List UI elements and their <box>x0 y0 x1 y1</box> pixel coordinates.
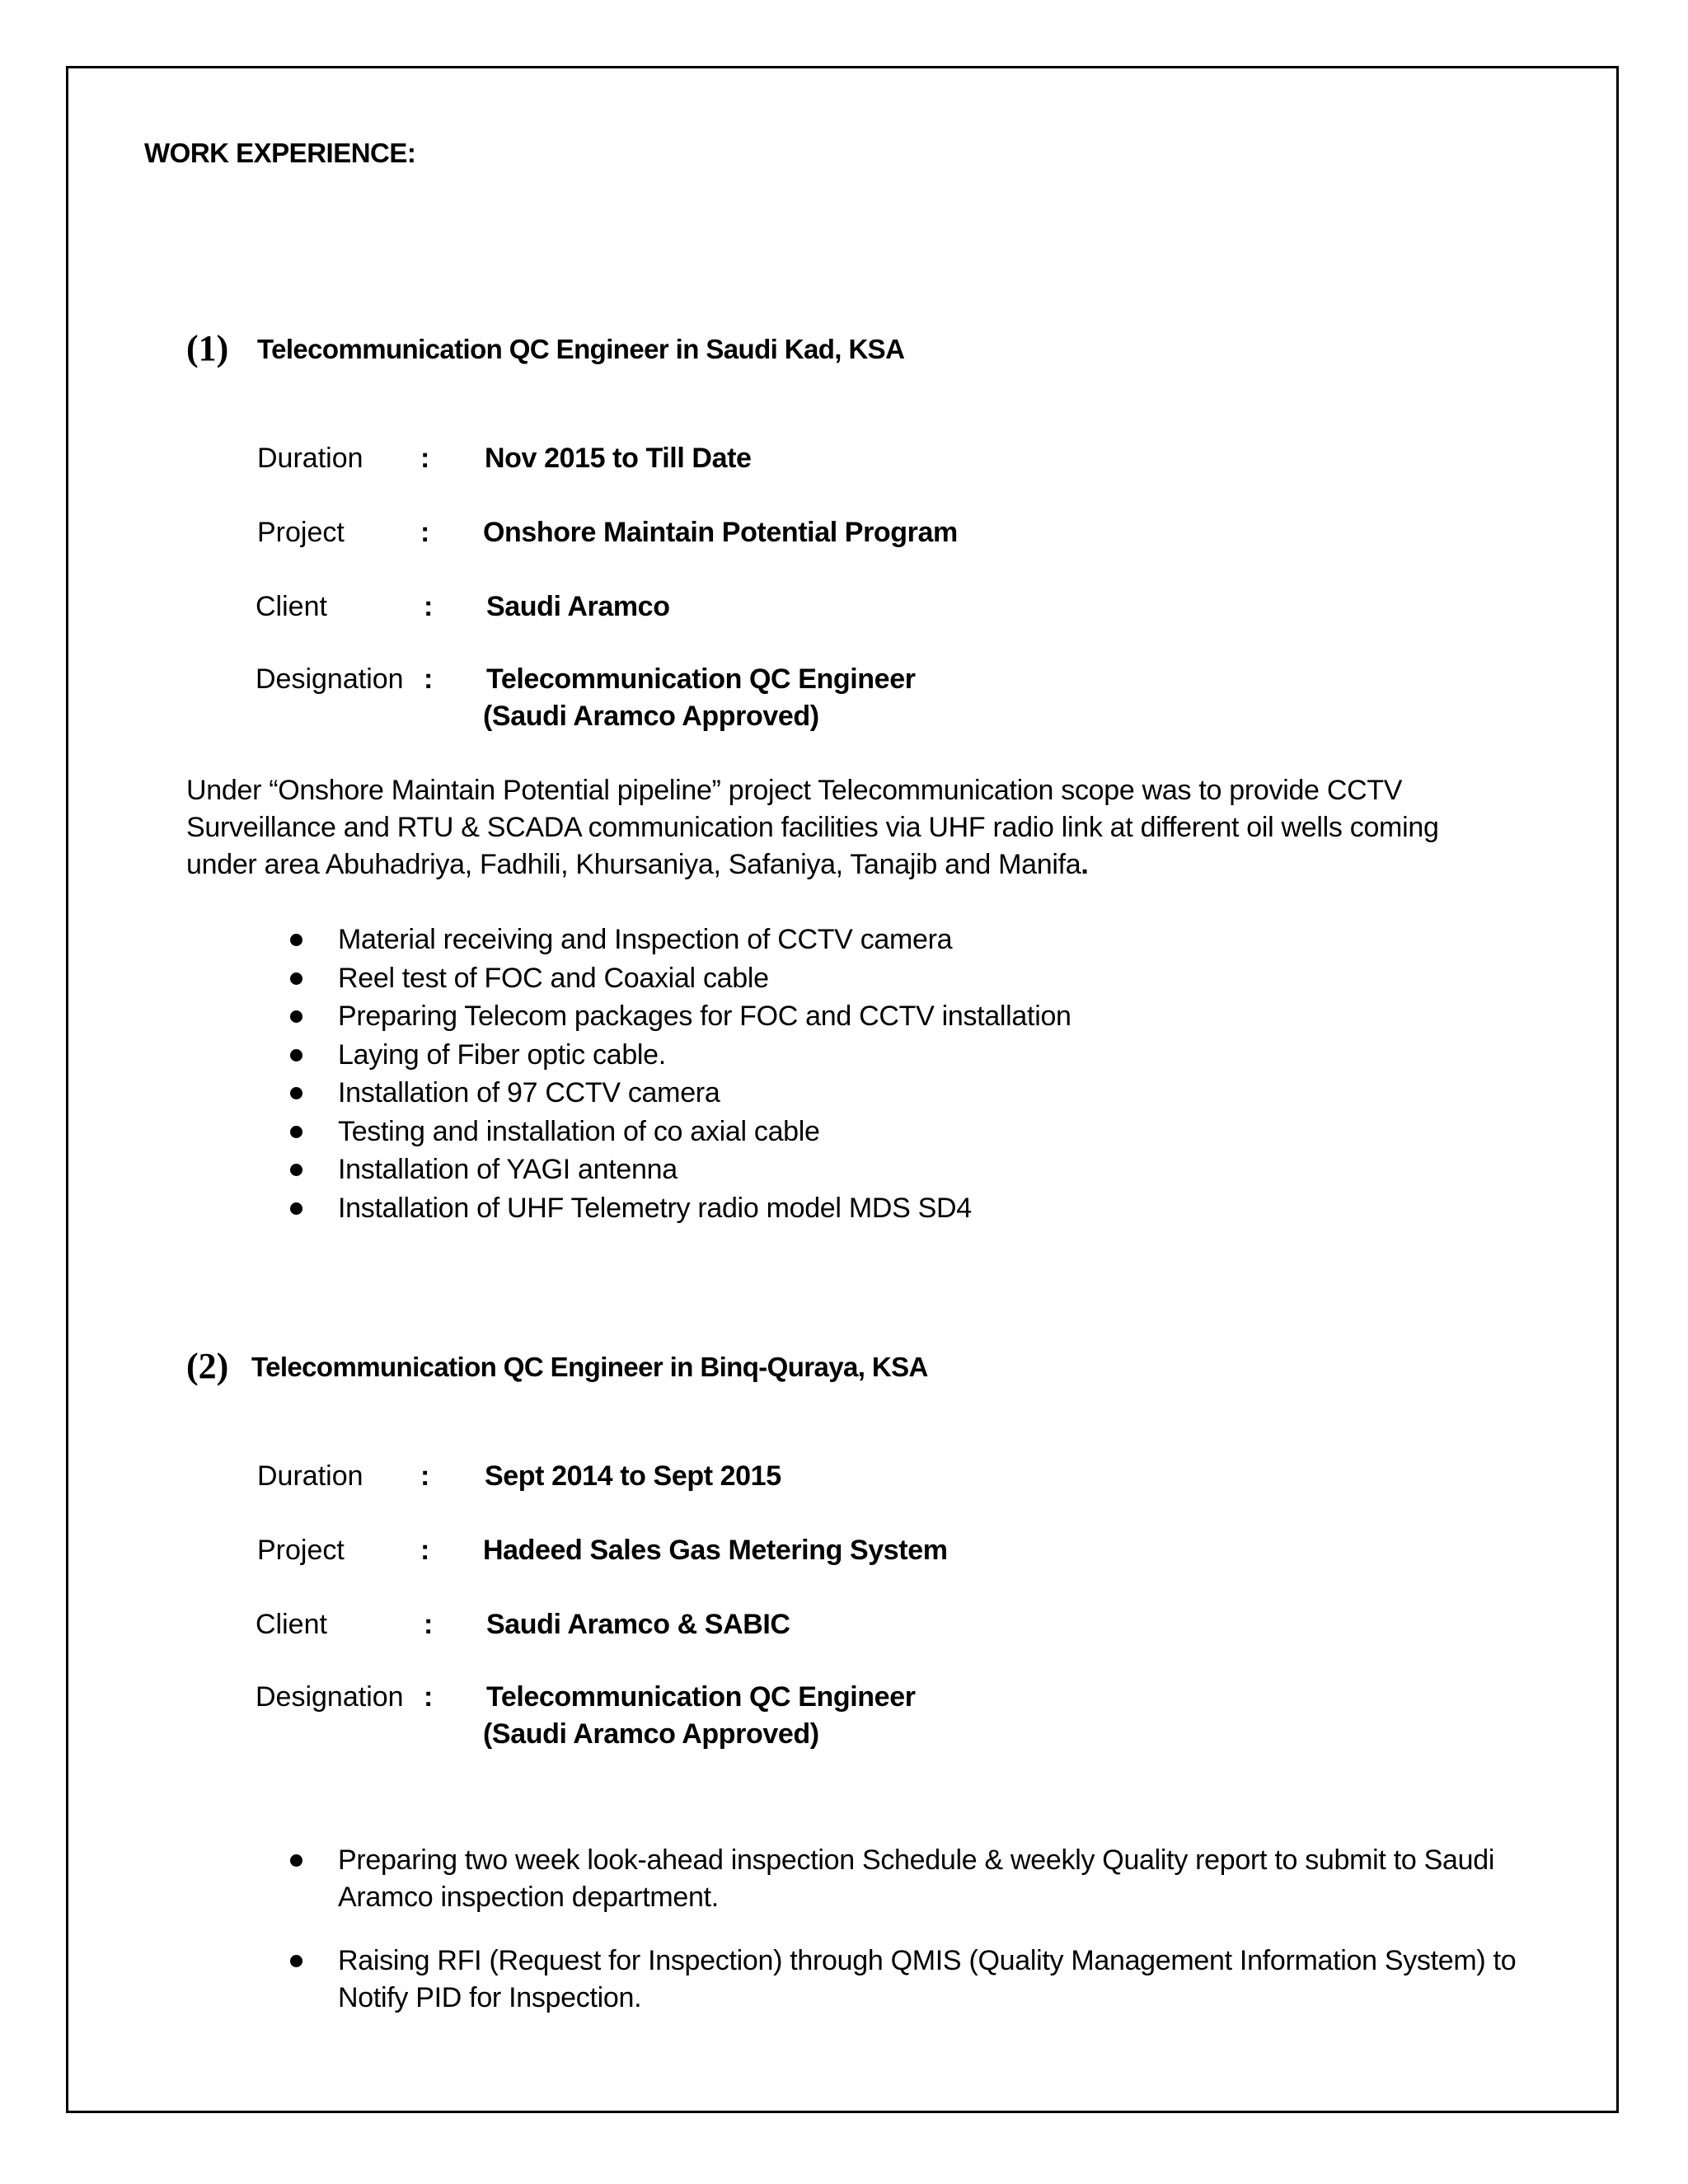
job-2-project-label: Project <box>257 1535 345 1566</box>
job-2-client-value: Saudi Aramco & SABIC <box>486 1609 790 1640</box>
list-item <box>338 1943 1533 2017</box>
job-1-designation-colon: : <box>424 663 434 695</box>
list-item <box>338 959 1071 998</box>
job-1-task-list <box>338 921 1071 1227</box>
bullet-icon <box>290 934 302 946</box>
job-1-designation-note: (Saudi Aramco Approved) <box>483 701 819 732</box>
job-1-duration-value: Nov 2015 to Till Date <box>485 443 752 474</box>
job-1-summary-text: Under “Onshore Maintain Potential pipeline” project Telecommunication scope was to provide CCTV Surveillance and RTU & SCADA communication facilities via UHF radio link at different oil wells coming under area Abuhadriya, Fadhili, Khursaniya, Safaniya, Tanajib and Manifa <box>186 775 1439 880</box>
job-1-designation-label: Designation <box>256 663 404 695</box>
job-1-client-label: Client <box>256 591 327 622</box>
list-item <box>338 1113 1071 1151</box>
job-2-duration-label: Duration <box>257 1460 363 1492</box>
task-text: Material receiving and Inspection of CCTV camera <box>338 924 953 955</box>
job-2-number: (2) <box>186 1346 229 1386</box>
job-1-project-label: Project <box>257 517 345 548</box>
bullet-icon <box>290 1854 302 1867</box>
job-1-number: (1) <box>186 328 229 368</box>
list-item <box>338 1189 1071 1228</box>
job-2-designation-colon: : <box>424 1681 434 1713</box>
job-1-summary <box>186 772 1480 883</box>
task-text: Installation of YAGI antenna <box>338 1154 678 1185</box>
list-item <box>338 1151 1071 1189</box>
job-2-designation-note: (Saudi Aramco Approved) <box>483 1718 819 1750</box>
task-text: Preparing Telecom packages for FOC and CCTV installation <box>338 1001 1071 1032</box>
job-1-summary-end: . <box>1081 849 1089 880</box>
job-2-duration-colon: : <box>420 1460 430 1492</box>
job-2-title: Telecommunication QC Engineer in Binq-Quraya, KSA <box>251 1352 928 1382</box>
task-text: Raising RFI (Request for Inspection) through QMIS (Quality Management Information System) to Notify PID for Inspection. <box>338 1945 1517 2013</box>
task-text: Installation of 97 CCTV camera <box>338 1077 720 1108</box>
task-text: Preparing two week look-ahead inspection Schedule & weekly Quality report to submit to Saudi Aramco inspection department. <box>338 1844 1495 1913</box>
bullet-icon <box>290 1126 302 1138</box>
job-2-project-value: Hadeed Sales Gas Metering System <box>483 1535 948 1566</box>
job-2-client-label: Client <box>256 1609 327 1640</box>
job-1-duration-colon: : <box>420 443 430 474</box>
bullet-icon <box>290 1955 302 1967</box>
list-item <box>338 921 1071 959</box>
job-1-project-colon: : <box>420 517 430 548</box>
list-item <box>338 1036 1071 1075</box>
job-1-title: Telecommunication QC Engineer in Saudi Kad, KSA <box>257 334 905 364</box>
task-text: Testing and installation of co axial cable <box>338 1115 820 1147</box>
section-title: WORK EXPERIENCE: <box>144 138 416 168</box>
job-1-client-value: Saudi Aramco <box>486 591 670 622</box>
job-2-task-list <box>338 1842 1533 2043</box>
bullet-icon <box>290 1049 302 1062</box>
task-text: Reel test of FOC and Coaxial cable <box>338 962 769 994</box>
job-2-duration-value: Sept 2014 to Sept 2015 <box>485 1460 781 1492</box>
bullet-icon <box>290 1202 302 1215</box>
job-2-client-colon: : <box>424 1609 434 1640</box>
job-2-designation-value: Telecommunication QC Engineer <box>486 1681 916 1713</box>
bullet-icon <box>290 1164 302 1176</box>
list-item <box>338 1842 1533 1916</box>
job-1-project-value: Onshore Maintain Potential Program <box>483 517 958 548</box>
bullet-icon <box>290 1010 302 1023</box>
bullet-icon <box>290 972 302 985</box>
list-item <box>338 997 1071 1036</box>
bullet-icon <box>290 1087 302 1099</box>
job-2-project-colon: : <box>420 1535 430 1566</box>
list-item <box>338 1074 1071 1113</box>
job-2-designation-label: Designation <box>256 1681 404 1713</box>
job-1-client-colon: : <box>424 591 434 622</box>
task-text: Laying of Fiber optic cable. <box>338 1038 666 1071</box>
job-1-duration-label: Duration <box>257 443 363 474</box>
task-text: Installation of UHF Telemetry radio model MDS SD4 <box>338 1192 972 1224</box>
job-1-designation-value: Telecommunication QC Engineer <box>486 663 916 695</box>
